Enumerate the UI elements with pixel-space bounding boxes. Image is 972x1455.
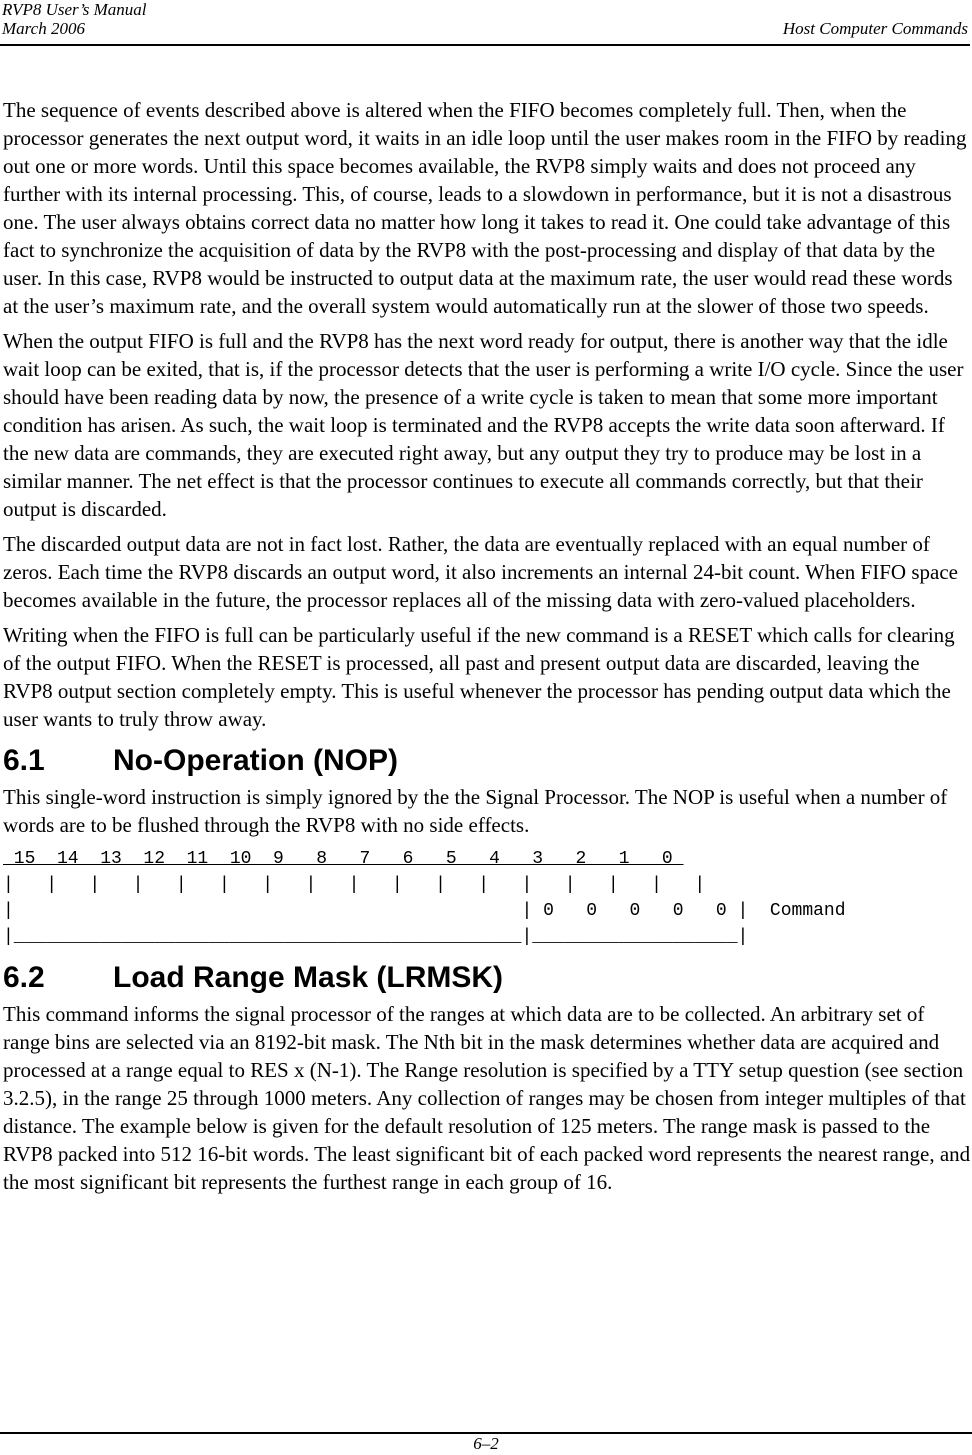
bit-header-row: 15 14 13 12 11 10 9 8 7 6 5 4 3 2 1 0 [3, 849, 684, 869]
page-header [0, 0, 970, 46]
manual-title: RVP8 User’s Manual [2, 0, 147, 19]
section-body: This command informs the signal processor of the ranges at which data are to be collected. An arbitrary set of range bins are selected via an 8192-bit mask. The Nth bit in the mask determines whether data are acquired and processed at a range equal to RES x (N-1). The Range resolution is specified by a TTY setup question (see section 3.2.5), in the range 25 through 1000 meters. Any collection of ranges may be chosen from integer multiples of that distance. The example below is given for the default resolution of 125 meters. The range mask is passed to the RVP8 packed into 512 16-bit words. The least significant bit of each packed word represents the nearest range, and the most significant bit represents the furthest range in each group of 16. [3, 1002, 971, 1194]
body-paragraph: When the output FIFO is full and the RVP8 has the next word ready for output, there is another way that the idle wait loop can be exited, that is, if the processor detects that the user is performing a write I/O cycle. Since the user should have been reading data by now, the presence of a write cycle is taken to mean that some more important condition has arisen. As such, the wait loop is terminated and the RVP8 accepts the write data soon afterward. If the new data are commands, they are executed right away, but any output they try to produce may be lost in a similar manner. The net effect is that the processor continues to execute all commands correctly, but that their output is discarded. [3, 329, 964, 521]
body-paragraph: The discarded output data are not in fact lost. Rather, the data are eventually replaced with an equal number of zeros. Each time the RVP8 discards an output word, it also increments an internal 24-bit count. When FIFO space becomes available in the future, the processor replaces all of the missing data with zero-valued placeholders. [3, 532, 958, 612]
header-date: March 2006 [2, 19, 85, 38]
page-body [3, 96, 971, 1203]
section-title-text: No-Operation (NOP) [113, 744, 398, 777]
section-title-text: Load Range Mask (LRMSK) [113, 961, 504, 994]
body-paragraph: The sequence of events described above is altered when the FIFO becomes completely full. Then, when the processor generates the next output word, it waits in an idle loop until the user makes room in the FIFO by reading out one or more words. Until this space becomes available, the RVP8 simply waits and does not proceed any further with its internal processing. This, of course, leads to a slowdown in performance, but it is not a disastrous one. The user always obtains correct data no matter how long it takes to read it. One could take advantage of this fact to synchronize the acquisition of data by the RVP8 with the post-processing and display of that data by the user. In this case, RVP8 would be instructed to output data at the maximum rate, the user would read these words at the user’s maximum rate, and the overall system would automatically run at the slower of those two speeds. [3, 98, 967, 318]
section-title: Host Computer Commands [782, 19, 968, 38]
header-left [2, 0, 147, 38]
bit-bottom-row: |_______________________________________________|___________________| [3, 927, 749, 947]
section-number: 6.2 [3, 961, 45, 994]
nop-bit-diagram [3, 846, 971, 950]
page-number: 6–2 [473, 1434, 499, 1453]
bit-tick-row: | | | | | | | | | | | | | | | | | [3, 875, 706, 895]
section-heading-6-2 [3, 960, 971, 996]
section-body: This single-word instruction is simply ignored by the the Signal Processor. The NOP is useful when a number of words are to be flushed through the RVP8 with no side effects. [3, 785, 948, 837]
section-number: 6.1 [3, 744, 45, 777]
section-heading-6-1 [3, 743, 971, 779]
body-paragraph: Writing when the FIFO is full can be particularly useful if the new command is a RESET which calls for clearing of the output FIFO. When the RESET is processed, all past and present output data are discarded, leaving the RVP8 output section completely empty. This is useful whenever the processor has pending output data which the user wants to truly throw away. [3, 623, 955, 731]
bit-value-row: | | 0 0 0 0 0 | Command [3, 901, 846, 921]
